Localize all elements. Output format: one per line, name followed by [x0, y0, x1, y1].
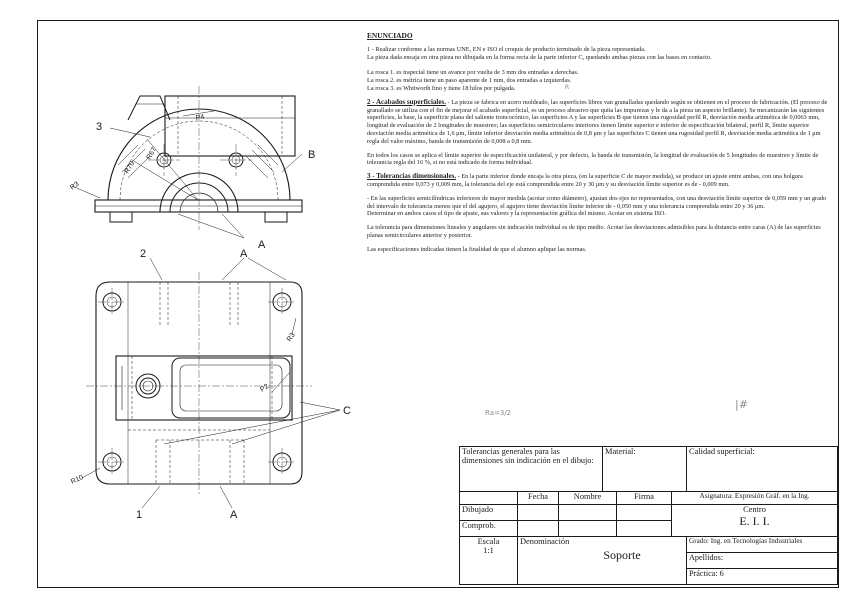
sec3-body: - En la parte inferior donde encaja la otra pieza, (en la superficie C de mayor medida), se produce un ajuste entre ambas, con una holgura comprendida entre 0,073 y 0,009 mm, la tolerancia del eje está comprendida entre 20 y 30 μm y su desviación límite superior es de - 0,009 mm.: [367, 173, 803, 188]
denominacion-cell: [518, 537, 687, 585]
label-1: 1: [136, 509, 143, 521]
practica-cell: Práctica: 6: [687, 569, 838, 585]
statement-heading: ENUNCIADO: [367, 31, 413, 40]
escala-cell: [460, 537, 518, 585]
escala-value: 1:1: [483, 546, 494, 555]
asignatura-cell: Asignatura: Expresión Gráf. en la Ing.: [672, 492, 838, 505]
para-2b: La rosca 2. es métrica tiene un paso aparente de 1 mm, dos entradas a izquierdas.: [367, 77, 572, 85]
label-A-plan: A: [240, 248, 248, 260]
escala-label: Escala: [477, 537, 500, 546]
label-B: B: [308, 149, 316, 161]
para-5: La tolerancia para dimensiones lineales y angulares sin indicación individual es de tipo medio. Acotar las desviaciones admisibles para la distancia entre caras (A) de las superficies planas semicirculares anterior y posterior.: [367, 224, 821, 239]
dim-r67: R67: [145, 146, 159, 161]
blank-cell: [460, 492, 518, 505]
general-tolerance-cell: Tolerancias generales para las dimensiones sin indicación en el dibujo:: [460, 447, 603, 492]
comprob-label: Comprob.: [460, 521, 518, 537]
handnote-mark: |#: [735, 398, 748, 411]
dibujado-nombre: [559, 505, 617, 521]
dim-r3-plan: R3: [285, 331, 297, 344]
para-4b: Determinar en ambos casos el tipo de ajuste, sus valores y la representación gráfica del mismo. Acotar en sistema ISO.: [367, 210, 667, 218]
material-cell: Material:: [603, 447, 687, 492]
handnote-r: R: [565, 84, 570, 91]
para-1b: La pieza dada encaja en otra pieza no dibujada en la forma recta de la parte inferior C, quedando ambas piezas con las bases en contacto.: [367, 53, 712, 61]
sec2-body: - La pieza se fabrica en acero moldeado, las superficies libres van granalladas quedando según se obtienen en el proceso de fabricación. (El proceso de granallado se utiliza con el fin de mejorar el acabado superficial, es un proceso abrasivo que quita las impurezas y le da a la pieza un aspecto brillante). Se mecanizarán las siguientes superficies, la base, la superficie plana del saliente troncocónico, las superficies A y las superficies B que tienen una rugosidad perfil R, desviación media aritmética de 0,0063 mm, longitud de evaluación de 2 longitudes de muestreo; las superficies semicirculares interiores tienen límite superior e inferior de especificación bilateral, perfil R, límite superior desviación media aritmética de 1,6 μm, límite inferior desviación media aritmética de 0,8 μm y las superficies C tienen una rugosidad perfil R, desviación media aritmética de 1 μm regla del valor máximo, banda de transmisión de 0,008 a 0,8 mm.: [367, 98, 828, 145]
para-2a: La rosca 1. es trapecial tiene un avance por vuelta de 3 mm dos entradas a derechas.: [367, 69, 579, 77]
plan-view: [82, 258, 340, 508]
para-2c: La rosca 3. es Whitworth fino y tiene 18 hilos por pulgada.: [367, 84, 516, 92]
comprob-nombre: [559, 521, 617, 537]
sec2-title: 2 - Acabados superficiales.: [367, 97, 446, 106]
title-block: [459, 446, 838, 585]
grado-cell: Grado: Ing. en Tecnologías Industriales: [687, 537, 838, 553]
denominacion-value: Soporte: [603, 548, 641, 562]
comprob-fecha: [518, 521, 559, 537]
para-1a: 1 - Realizar conforme a las normas UNE, EN e ISO el croquis de producto terminado de la pieza representada.: [367, 45, 646, 53]
nombre-header: Nombre: [559, 492, 617, 505]
denominacion-label: Denominación: [520, 537, 570, 546]
label-C: C: [343, 405, 351, 417]
dibujado-firma: [617, 505, 672, 521]
surface-quality-cell: Calidad superficial:: [687, 447, 838, 492]
statement-panel: [367, 32, 831, 260]
firma-header: Firma: [617, 492, 672, 505]
fecha-header: Fecha: [518, 492, 559, 505]
para-sec3: [367, 173, 831, 189]
dim-r10: R10: [69, 474, 85, 486]
centro-value: E. I. I.: [739, 514, 770, 528]
dibujado-label: Dibujado: [460, 505, 518, 521]
comprob-firma: [617, 521, 672, 537]
label-3: 3: [96, 121, 103, 133]
centro-cell: [672, 505, 838, 537]
centro-label: Centro: [743, 505, 766, 514]
handnote-ra: Ra=3/2: [485, 409, 512, 417]
front-view: [72, 86, 302, 238]
apellidos-cell: Apellidos:: [687, 553, 838, 569]
dim-p2: P2: [259, 382, 271, 394]
para-sec2: [367, 99, 831, 146]
label-A-front: A: [258, 239, 266, 251]
para-3: En todos los casos se aplica el límite superior de especificación unilateral, y por defecto, la banda de transmisión, la longitud de evaluación de 5 longitudes de muestreo y límite de tolerancia regla del 16 %, si no está indicado de forma individual.: [367, 151, 819, 167]
label-2: 2: [140, 248, 147, 260]
dim-r70: R70: [123, 160, 137, 175]
dim-p4: P4: [195, 113, 205, 122]
label-A-bottom: A: [230, 509, 238, 521]
sec3-title: 3 - Tolerancias dimensionales.: [367, 172, 457, 181]
para-4: - En las superficies semicilíndricas inferiores de mayor medida (acotar como diámetro), ajustan dos ejes no representados, con una desviación límite superior de 0,059 mm y un grado del intervalo de tolerancia menos que el del agujero, el agujero tiene desviación límite inferior de - 0,050 mm y una tolerancia comprendida entre 20 y 36 μm.: [367, 194, 827, 210]
dibujado-fecha: [518, 505, 559, 521]
para-6: Las especificaciones indicadas tienen la finalidad de que el alumno aplique las normas.: [367, 245, 587, 253]
dim-r3-front: R3: [69, 180, 81, 192]
